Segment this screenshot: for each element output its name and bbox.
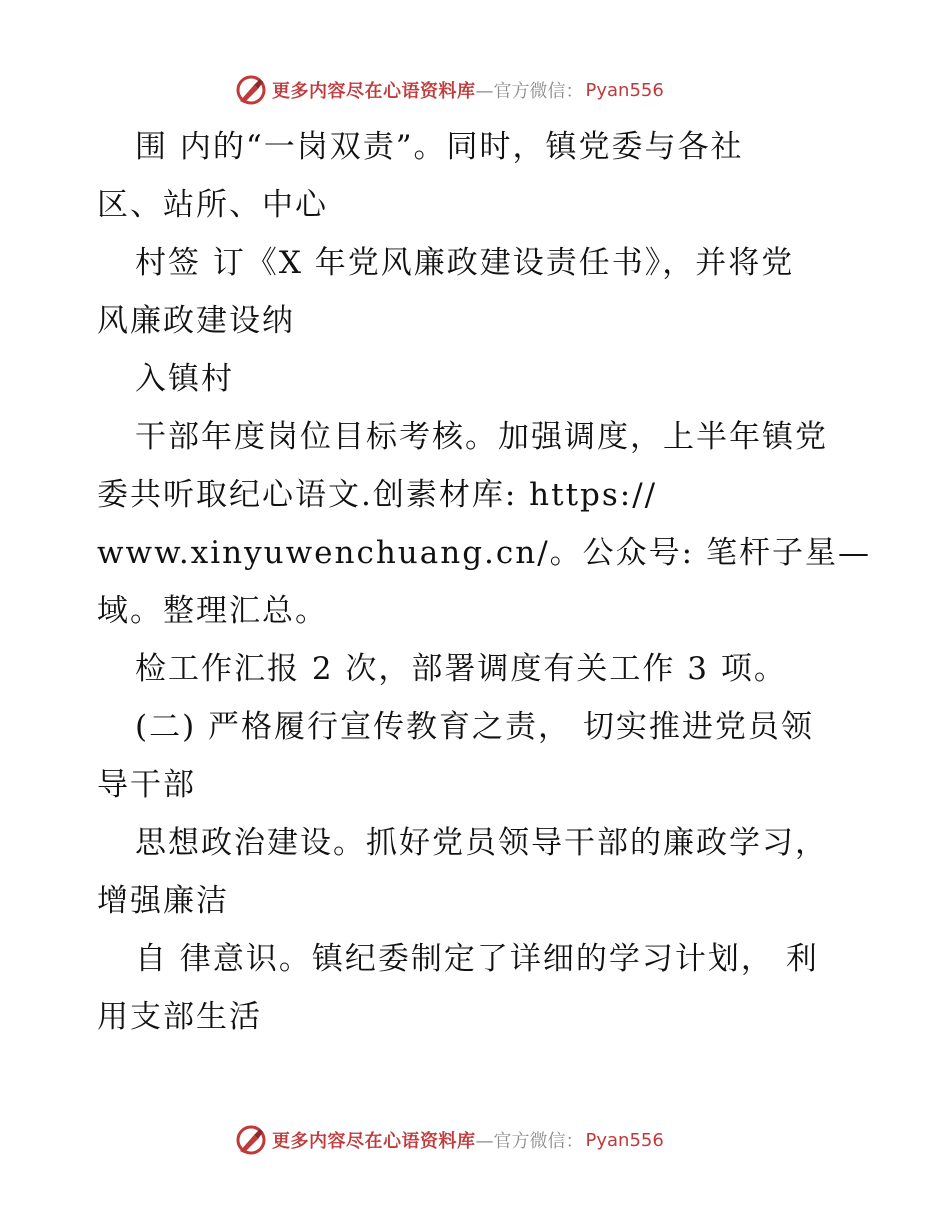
text-line: 委共听取纪心语文.创素材库: https://: [97, 477, 658, 513]
text-line: 干部年度岗位目标考核。加强调度，上半年镇党: [135, 419, 828, 455]
watermark-text: 更多内容尽在心语资料库: [272, 81, 476, 102]
text-line: 围 内的“一岗双责”。同时，镇党委与各社: [135, 129, 744, 165]
watermark-text: 更多内容尽在心语资料库: [272, 1131, 476, 1152]
pen-logo-icon: [234, 1123, 268, 1157]
footer-watermark: [234, 1120, 664, 1160]
text-line: (二) 严格履行宣传教育之责， 切实推进党员领: [135, 709, 814, 745]
watermark-wechat-id: Pyan556: [585, 1129, 664, 1151]
text-line: 入镇村: [135, 361, 234, 397]
watermark-separator: —官方微信：: [475, 1131, 584, 1152]
watermark-separator: —官方微信：: [475, 81, 584, 102]
text-line: 思想政治建设。抓好党员领导干部的廉政学习，: [135, 825, 828, 861]
text-line: 检工作汇报 2 次，部署调度有关工作 3 项。: [135, 651, 787, 687]
text-line: 村签 订《X 年党风廉政建设责任书》，并将党: [135, 245, 795, 281]
header-watermark: [234, 70, 664, 110]
text-line: 风廉政建设纳: [97, 303, 295, 339]
text-line: 增强廉洁: [97, 883, 229, 919]
text-line: 用支部生活: [97, 999, 262, 1035]
text-line: 区、站所、中心: [97, 187, 328, 223]
watermark-wechat-id: Pyan556: [585, 79, 664, 101]
document-body: [97, 118, 871, 1046]
text-line: 导干部: [97, 767, 196, 803]
text-line: 域。整理汇总。: [97, 593, 328, 629]
text-line: 自 律意识。镇纪委制定了详细的学习计划， 利: [135, 941, 819, 977]
pen-logo-icon: [234, 73, 268, 107]
text-line: www.xinyuwenchuang.cn/。公众号: 笔杆子星—: [97, 535, 871, 571]
